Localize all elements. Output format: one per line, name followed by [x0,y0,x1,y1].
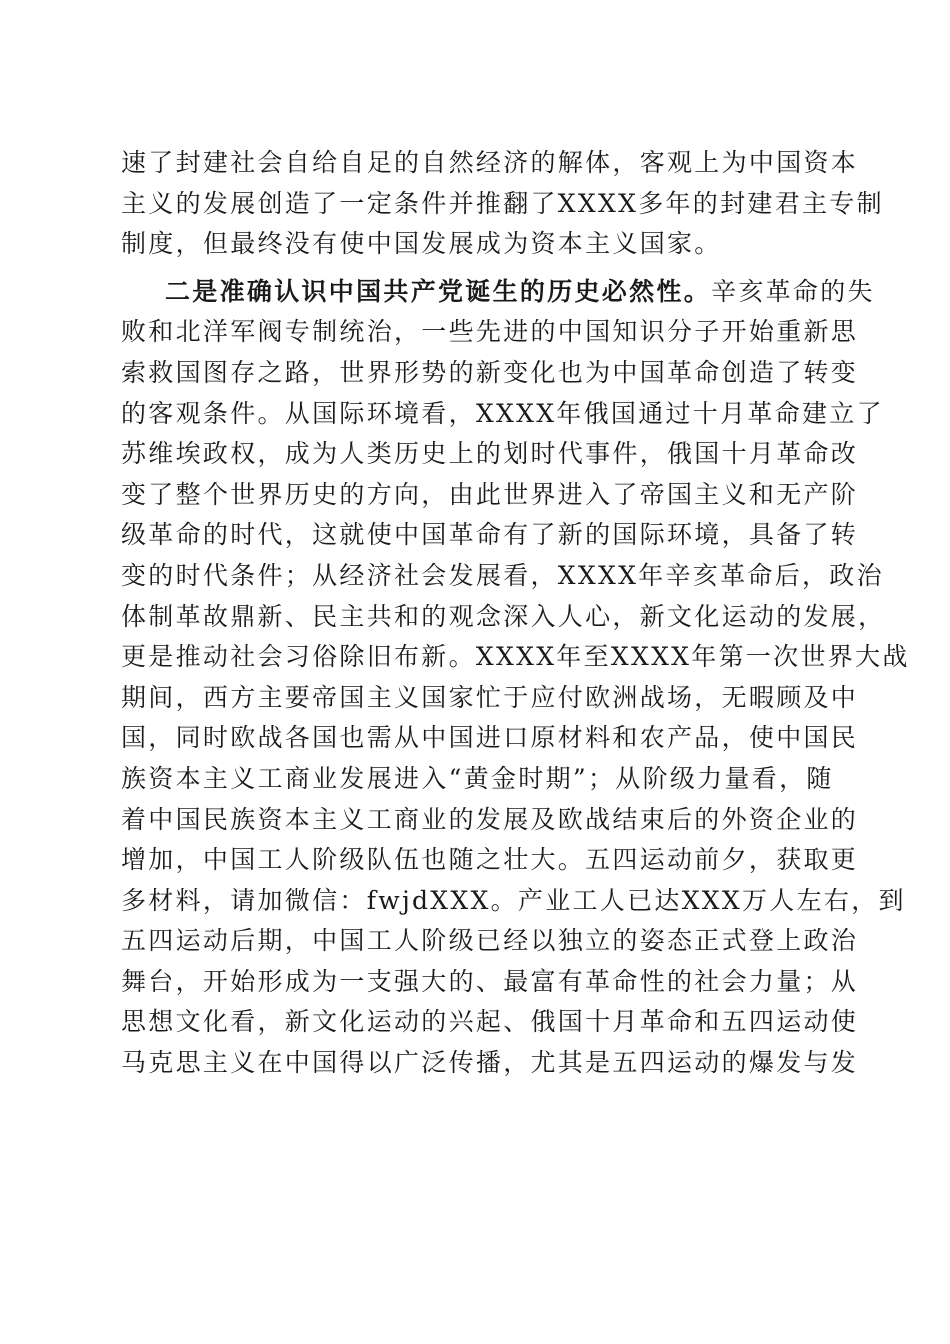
paragraph-2-first-line [121,272,875,313]
text-line: 多材料，请加微信：fwjdXXX。产业工人已达XXX万人左右，到 [121,885,906,915]
text-line: 舞台，开始形成为一支强大的、最富有革命性的社会力量；从 [121,966,859,996]
text-line: 思想文化看，新文化运动的兴起、俄国十月革命和五四运动使 [121,1007,859,1037]
text-line: 级革命的时代，这就使中国革命有了新的国际环境，具备了转 [121,520,859,550]
text-line: 族资本主义工商业发展进入“黄金时期”；从阶级力量看，随 [121,763,834,793]
paragraph-heading: 二是准确认识中国共产党诞生的历史必然性。 [165,276,712,306]
text-line: 败和北洋军阀专制统治，一些先进的中国知识分子开始重新思 [121,317,859,347]
body-text [121,143,910,1084]
text-line: 苏维埃政权，成为人类历史上的划时代事件，俄国十月革命改 [121,439,859,469]
paragraph-2 [121,272,910,1084]
text-line: 速了封建社会自给自足的自然经济的解体，客观上为中国资本 [121,148,859,177]
text-line: 变的时代条件；从经济社会发展看，XXXX年辛亥革命后，政治 [121,560,884,590]
text-line: 增加，中国工人阶级队伍也随之壮大。五四运动前夕，获取更 [121,845,859,875]
text-line: 五四运动后期，中国工人阶级已经以独立的姿态正式登上政治 [121,926,859,956]
text-line: 制度，但最终没有使中国发展成为资本主义国家。 [121,229,722,259]
text-line: 国，同时欧战各国也需从中国进口原材料和农产品，使中国民 [121,723,859,753]
paragraph-gap [121,265,829,272]
text-line: 更是推动社会习俗除旧布新。XXXX年至XXXX年第一次世界大战 [121,642,910,672]
text-line: 主义的发展创造了一定条件并推翻了XXXX多年的封建君主专制 [121,188,884,218]
text-line: 的客观条件。从国际环境看，XXXX年俄国通过十月革命建立了 [121,398,884,428]
text-line: 着中国民族资本主义工商业的发展及欧战结束后的外资企业的 [121,804,859,834]
paragraph-1 [121,143,884,265]
text-line: 变了整个世界历史的方向，由此世界进入了帝国主义和无产阶 [121,479,859,509]
text-line: 索救国图存之路，世界形势的新变化也为中国革命创造了转变 [121,357,859,387]
text-line: 马克思主义在中国得以广泛传播，尤其是五四运动的爆发与发 [121,1048,859,1078]
text-line: 期间，西方主要帝国主义国家忙于应付欧洲战场，无暇顾及中 [121,682,859,712]
text-line: 体制革故鼎新、民主共和的观念深入人心，新文化运动的发展， [121,601,886,631]
first-line-rest: 辛亥革命的失 [711,276,875,306]
